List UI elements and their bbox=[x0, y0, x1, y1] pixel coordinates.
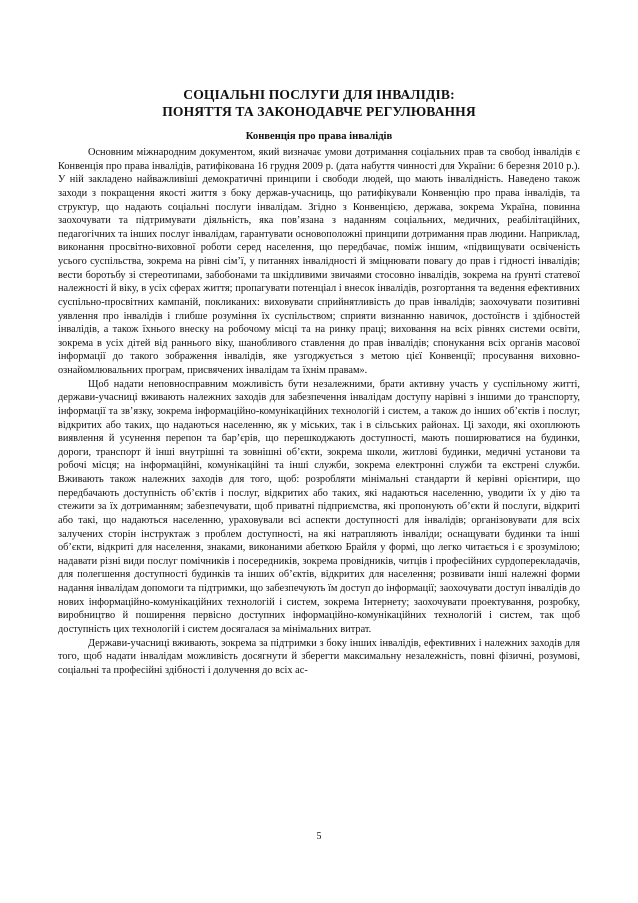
paragraph-2: Щоб надати неповносправним можливість бути незалежними, брати активну участь у суспільному житті, держави-учасниці вживають належних заходів для забезпечення інвалідам доступу нарівні з іншими до транспорту, інформації та зв’язку, зокрема інформаційно-комунікаційних технологій і систем, а також до інших об’єктів і послуг, відкритих або таких, що надаються населенню, як у міських, так і в сільських районах. Ці заходи, які охоплюють виявлення й усунення перепон та бар’єрів, що перешкоджають доступності, мають поширюватися на будинки, дороги, транспорт й інші внутрішні та зовнішні об’єкти, зокрема школи, житлові будинки, медичні установи та робочі місця; на інформаційні, комунікаційні та інші служби, зокрема електронні служби та екстрені служби. Вживають також належних заходів для того, щоб: розробляти мінімальні стандарти й керівні орієнтири, що передбачають доступність об’єктів і послуг, відкритих або таких, які надаються населенню, уводити їх у дію та стежити за їх дотриманням; забезпечувати, щоб приватні підприємства, які пропонують об’єкти й послуги, відкриті або такі, що надаються населенню, ураховували всі аспекти доступності для інвалідів; організовувати для всіх залучених сторін інструктаж з проблем доступності, на які натрапляють інваліди; оснащувати будинки та інші об’єкти, відкриті для населення, знаками, виконаними абеткою Брайля у формі, що легко читається і є зрозумілою; надавати різні види послуг помічників і посередників, зокрема провідників, читців і професійних сурдоперекладачів, для полегшення доступності будинків та інших об’єктів, відкритих для населення; розвивати інші належні форми надання інвалідам допомоги та підтримки, що забезпечують їм доступ до інформації; заохочувати доступ інвалідів до нових інформаційно-комунікаційних технологій і систем, зокрема Інтернету; заохочувати проектування, розробку, виробництво й поширення первісно доступних інформаційно-комунікаційних технологій і систем, так щоб доступність цих технологій і систем досягалася за мінімальних витрат. bbox=[58, 378, 580, 635]
title-line-2: ПОНЯТТЯ ТА ЗАКОНОДАВЧЕ РЕГУЛЮВАННЯ bbox=[162, 104, 476, 119]
paragraph-3: Держави-учасниці вживають, зокрема за підтримки з боку інших інвалідів, ефективних і належних заходів для того, щоб надати інвалідам можливість досягнути й зберегти максимальну незалежність, повні фізичні, розумові, соціальні та професійні здібності і долучення до всіх ас- bbox=[58, 637, 580, 676]
title-line-1: СОЦІАЛЬНІ ПОСЛУГИ ДЛЯ ІНВАЛІДІВ: bbox=[183, 87, 455, 102]
paragraph-1: Основним міжнародним документом, який визначає умови дотримання соціальних прав та свобод інвалідів є Конвенція про права інвалідів, ратифікована 16 грудня 2009 р. (дата набуття чинності для України: 6 березня 2010 р.). У ній закладено найважливіші демократичні принципи і свободи людей, що мають інвалідність. Наведено також заходи з покращення якості життя з боку держав-учасниць, що ратифікували Конвенцію про права інвалідів, та структур, що надають соціальні послуги інвалідам. Згідно з Конвенцією, держава, зокрема Україна, повинна заохочувати та підтримувати діяльність, яка пов’язана з наданням соціальних, медичних, реабілітаційних, педагогічних та інших послуг інвалідам, гарантувати основоположні принципи дотримання прав людини. Наприклад, виконання просвітно-виховної роботи серед населення, що передбачає, поміж іншим, «підвищувати освіченість усього суспільства, зокрема на рівні сім’ї, у питаннях інвалідності й зміцнювати повагу до прав і гідності інвалідів; вести боротьбу зі стереотипами, забобонами та шкідливими звичаями стосовно інвалідів, зокрема на ґрунті статевої належності й віку, в усіх сферах життя; пропагувати потенціал і внесок інвалідів, розгортання та ведення ефективних суспільно-просвітних кампаній, покликаних: виховувати сприйнятливість до прав інвалідів; заохочувати позитивні уявлення про інвалідів і глибше розуміння їх суспільством; сприяти визнанню навичок, достоїнств і здібностей інвалідів, а також їхнього внеску на робочому місці та на ринку праці; виховання на всіх рівнях системи освіти, зокрема в усіх дітей від раннього віку, шанобливого ставлення до прав інвалідів; спонукання всіх органів масової інформації до такого зображення інвалідів, яке узгоджується з метою цієї Конвенції; просування виховно-ознайомлювальних програм, присвячених інвалідам та їхнім правам». bbox=[58, 147, 580, 376]
section-subtitle: Конвенція про права інвалідів bbox=[245, 131, 393, 142]
page-number: 5 bbox=[316, 831, 322, 842]
page-title bbox=[58, 86, 580, 120]
